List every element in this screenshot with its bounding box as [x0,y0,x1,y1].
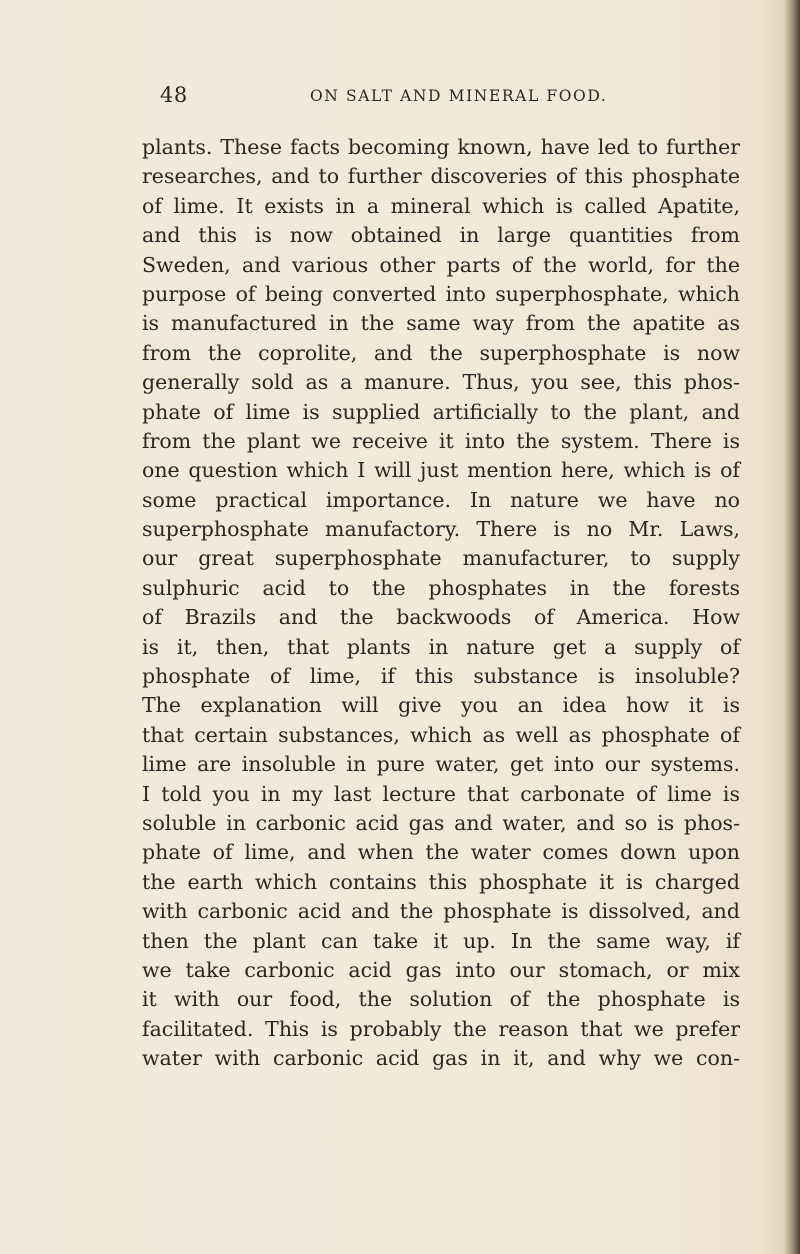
text-line: The explanation will give you an idea how it is [142,693,740,718]
body-text [142,133,740,1074]
text-line: and this is now obtained in large quantities from [142,223,740,248]
text-line: Sweden, and various other parts of the world, for the [142,252,740,277]
text-line: of Brazils and the backwoods of America. How [142,605,740,630]
text-line: from the plant we receive it into the system. There is [142,428,740,453]
page-number: 48 [160,83,188,107]
text-line: some practical importance. In nature we have no [142,487,740,512]
text-line: sulphuric acid to the phosphates in the forests [142,575,740,600]
text-line: phosphate of lime, if this substance is insoluble? [142,664,740,689]
text-line: plants. These facts becoming known, have led to further [142,135,740,159]
text-line: that certain substances, which as well as phosphate of [142,722,740,747]
text-line: researches, and to further discoveries of this phosphate [142,164,740,189]
text-line: our great superphosphate manufacturer, to supply [142,546,740,571]
text-line: soluble in carbonic acid gas and water, and so is phos- [142,810,740,835]
text-line: phate of lime, and when the water comes down upon [142,840,740,865]
text-line: I told you in my last lecture that carbonate of lime is [142,781,740,806]
running-title: ON SALT AND MINERAL FOOD. [310,87,608,105]
text-line: then the plant can take it up. In the same way, if [142,928,740,953]
text-line: facilitated. This is probably the reason that we prefer [142,1016,740,1041]
text-line: superphosphate manufactory. There is no Mr. Laws, [142,517,740,542]
text-line: one question which I will just mention here, which is of [142,458,740,483]
text-line: the earth which contains this phosphate it is charged [142,869,740,894]
text-line: purpose of being converted into superphosphate, which [142,281,740,306]
text-line: from the coprolite, and the superphosphate is now [142,340,740,365]
text-line: of lime. It exists in a mineral which is called Apatite, [142,193,740,218]
text-line: we take carbonic acid gas into our stomach, or mix [142,957,740,982]
text-line: is manufactured in the same way from the apatite as [142,311,740,336]
text-line: with carbonic acid and the phosphate is dissolved, and [142,899,740,924]
text-line: lime are insoluble in pure water, get into our systems. [142,752,740,777]
text-line: phate of lime is supplied artificially to the plant, and [142,399,740,424]
page-header [140,83,740,113]
page-edge-shadow [784,0,800,1254]
text-line: it with our food, the solution of the phosphate is [142,987,740,1012]
text-line: is it, then, that plants in nature get a supply of [142,634,740,659]
text-line: water with carbonic acid gas in it, and why we con- [142,1046,740,1071]
text-line: generally sold as a manure. Thus, you see, this phos- [142,370,740,395]
